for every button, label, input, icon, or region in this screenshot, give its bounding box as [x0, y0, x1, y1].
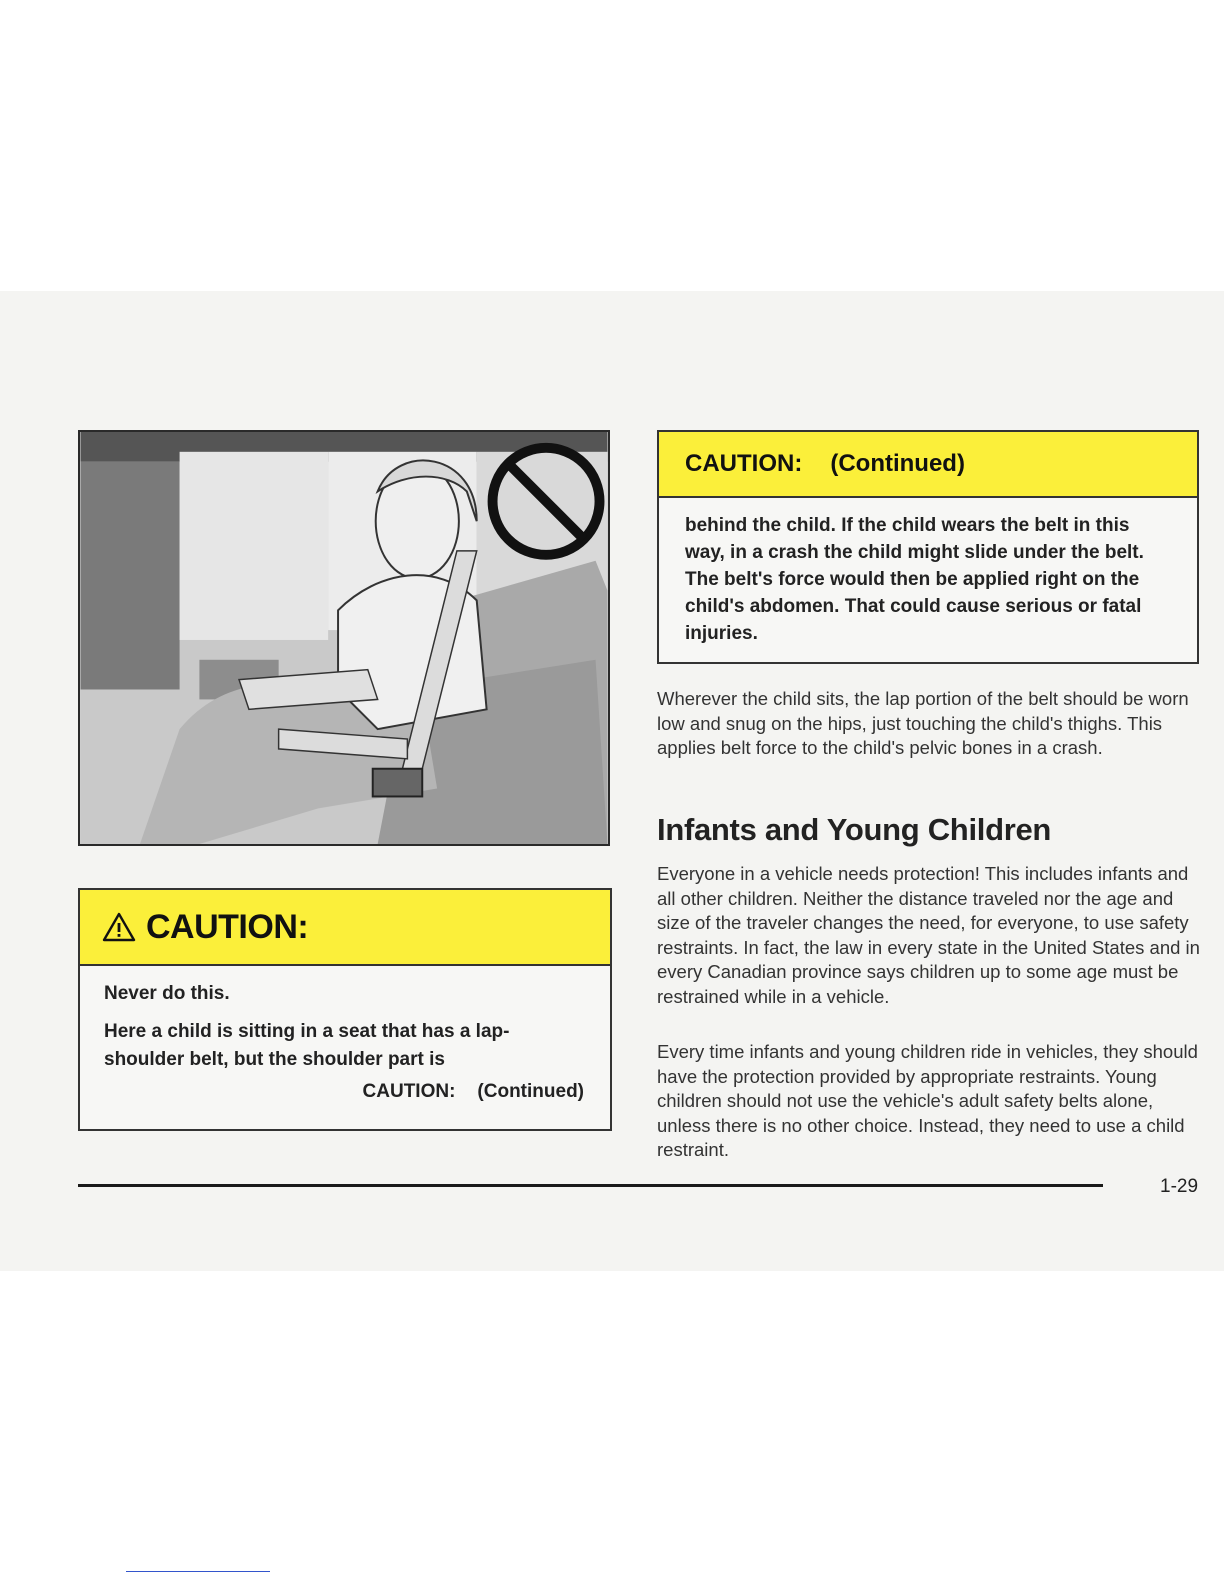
bottom-underline: [126, 1571, 270, 1572]
caution-title: CAUTION:: [146, 907, 309, 946]
page-number: 1-29: [1160, 1176, 1199, 1197]
caution-text-line: Never do this.: [104, 983, 230, 1004]
footer-rule: [78, 1184, 1103, 1187]
section-heading: Infants and Young Children: [657, 812, 1052, 847]
paragraph-everyone: Everyone in a vehicle needs protection! This includes infants and all other children. Neither the distance traveled nor the age and size of the traveler changes the need, for everyone, to use safety restraints. In fact, the law in every state in the United States and in every Canadian province says children up to some age must be restrained while in a vehicle.: [657, 863, 1200, 1007]
caution-title: CAUTION:: [685, 450, 803, 477]
caution-text-line: Here a child is sitting in a seat that has a lap-shoulder belt, but the shoulder part is: [104, 1021, 510, 1070]
caution-continued-label: [363, 1081, 584, 1103]
child-seat-belt-illustration: [78, 430, 610, 846]
continued-word: (Continued): [477, 1081, 584, 1102]
caution-box-left: [78, 888, 612, 1131]
warning-triangle-icon: [102, 912, 136, 942]
caution-continued-header: [659, 432, 1197, 498]
paragraph-lap-belt: Wherever the child sits, the lap portion of the belt should be worn low and snug on the hips, just touching the child's thighs. This applies belt force to the child's pelvic bones in a crash.: [657, 688, 1189, 758]
paragraph-infants: Every time infants and young children ride in vehicles, they should have the protection provided by appropriate restraints. Young children should not use the vehicle's adult safety belts alone, unless there is no other choice. Instead, they need to use a child restraint.: [657, 1041, 1198, 1160]
caution-continued-text: behind the child. If the child wears the belt in this way, in a crash the child might slide under the belt. The belt's force would then be applied right on the child's abdomen. That could cause serious or fatal injuries.: [685, 515, 1144, 644]
caution-header: [80, 890, 610, 966]
continued-word: (Continued): [830, 450, 965, 477]
continued-caution-word: CAUTION:: [362, 1081, 456, 1102]
caution-box-continued: [657, 430, 1199, 664]
